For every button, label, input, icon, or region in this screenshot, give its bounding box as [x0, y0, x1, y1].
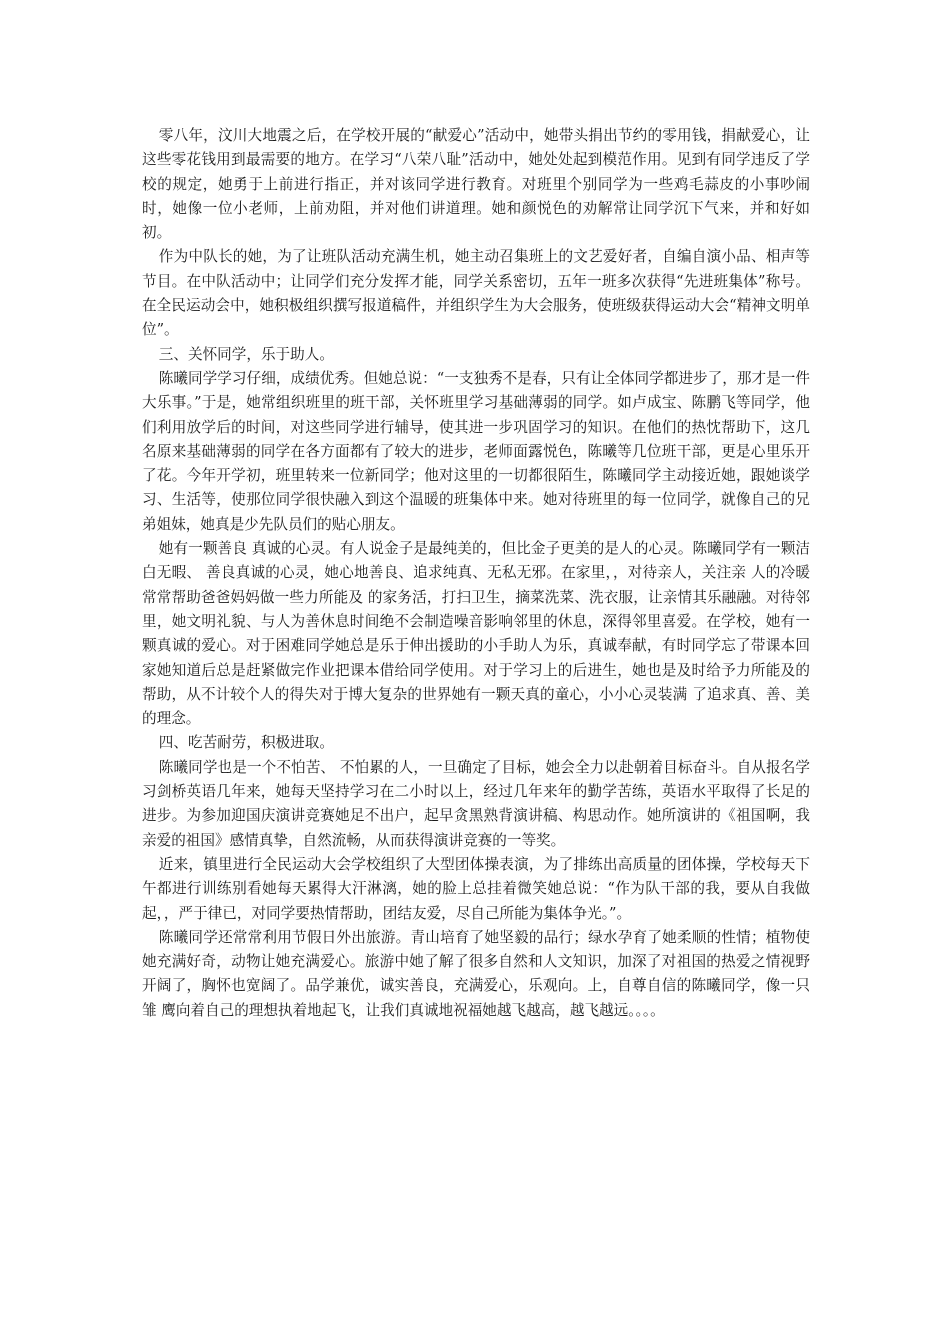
- paragraph-gymnastics: 近来，镇里进行全民运动大会学校组织了大型团体操表演，为了排练出高质量的团体操，学校每天下午都进行训练别看她每天累得大汗淋漓，她的脸上总挂着微笑她总说：“作为队干部的我，要从自我做起，，严于律已，对同学要热情帮助，团结友爱，尽自己所能为集体争光。”。: [142, 855, 810, 922]
- paragraph-kind-heart: 她有一颗善良 真诚的心灵。有人说金子是最纯美的，但比金子更美的是人的心灵。陈曦同学有一颗洁白无暇、 善良真诚的心灵，她心地善良、追求纯真、无私无邪。在家里，，对待亲人，关注亲 人的冷暖常常帮助爸爸妈妈做一些力所能及 的家务活，打扫卫生，摘菜洗菜、洗衣服，让亲情其乐融融。对待邻里，她文明礼貌、与人为善休息时间绝不会制造噪音影响邻里的休息，深得邻里喜爱。在学校，她有一颗真诚的爱心。对于困难同学她总是乐于伸出援助的小手助人为乐，真诚奉献，有时同学忘了带课本回家她知道后总是赶紧做完作业把课本借给同学使用。对于学习上的后进生，她也是及时给予力所能及的帮助，从不计较个人的得失对于博大复杂的世界她有一颗天真的童心，小小心灵装满 了追求真、善、美的理念。: [142, 540, 810, 728]
- paragraph-perseverance: 陈曦同学也是一个不怕苦、 不怕累的人，一旦确定了目标，她会全力以赴朝着目标奋斗。自从报名学习剑桥英语几年来，她每天坚持学习在二小时以上，经过几年来年的勤学苦练，英语水平取得了长足的进步。为参加迎国庆演讲竞赛她足不出户，起早贪黑熟背演讲稿、构思动作。她所演讲的《祖国啊，我亲爱的祖国》感情真挚，自然流畅，从而获得演讲竞赛的一等奖。: [142, 758, 810, 849]
- paragraph-travel: 陈曦同学还常常利用节假日外出旅游。青山培育了她坚毅的品行；绿水孕育了她柔顺的性情；植物使她充满好奇，动物让她充满爱心。旅游中她了解了很多自然和人文知识，加深了对祖国的热爱之情视野开阔了，胸怀也宽阔了。品学兼优，诚实善良，充满爱心，乐观向。上，自尊自信的陈曦同学，像一只雏 鹰向着自己的理想执着地起飞，让我们真诚地祝福她越飞越高，越飞越远。。。。: [142, 928, 810, 1019]
- paragraph-donation: 零八年，汶川大地震之后，在学校开展的“献爱心”活动中，她带头捐出节约的零用钱，捐献爱心，让这些零花钱用到最需要的地方。在学习“八荣八耻”活动中，她处处起到模范作用。见到有同学违反了学校的规定，她勇于上前进行指正，并对该同学进行教育。对班里个别同学为一些鸡毛蒜皮的小事吵闹时，她像一位小老师，上前劝阻，并对他们讲道理。她和颜悦色的劝解常让同学沉下气来，并和好如初。: [142, 127, 810, 242]
- document-body: [142, 124, 810, 1023]
- section-heading-care: 三、关怀同学，乐于助人。: [158, 345, 334, 363]
- paragraph-helping-classmates: 陈曦同学学习仔细，成绩优秀。但她总说：“一支独秀不是春，只有让全体同学都进步了，那才是一件大乐事。”于是，她常组织班里的班干部，关怀班里学习基础薄弱的同学。如卢成宝、陈鹏飞等同学，他们利用放学后的时间，对这些同学进行辅导，使其进一步巩固学习的知识。在他们的热忱帮助下，这几名原来基础薄弱的同学在各方面都有了较大的进步，老师面露悦色，陈曦等几位班干部，更是心里乐开了花。今年开学初，班里转来一位新同学；他对这里的一切都很陌生，陈曦同学主动接近她，跟她谈学习、生活等，使那位同学很快融入到这个温暖的班集体中来。她对待班里的每一位同学，就像自己的兄弟姐妹，她真是少先队员们的贴心朋友。: [142, 369, 810, 533]
- section-heading-diligence: 四、吃苦耐劳，积极进取。: [158, 734, 334, 752]
- paragraph-squad-leader: 作为中队长的她，为了让班队活动充满生机，她主动召集班上的文艺爱好者，自编自演小品、相声等节目。在中队活动中；让同学们充分发挥才能，同学关系密切，五年一班多次获得“先进班集体”称号。在全民运动会中，她积极组织撰写报道稿件，并组织学生为大会服务，使班级获得运动大会“精神文明单位”。: [142, 248, 810, 339]
